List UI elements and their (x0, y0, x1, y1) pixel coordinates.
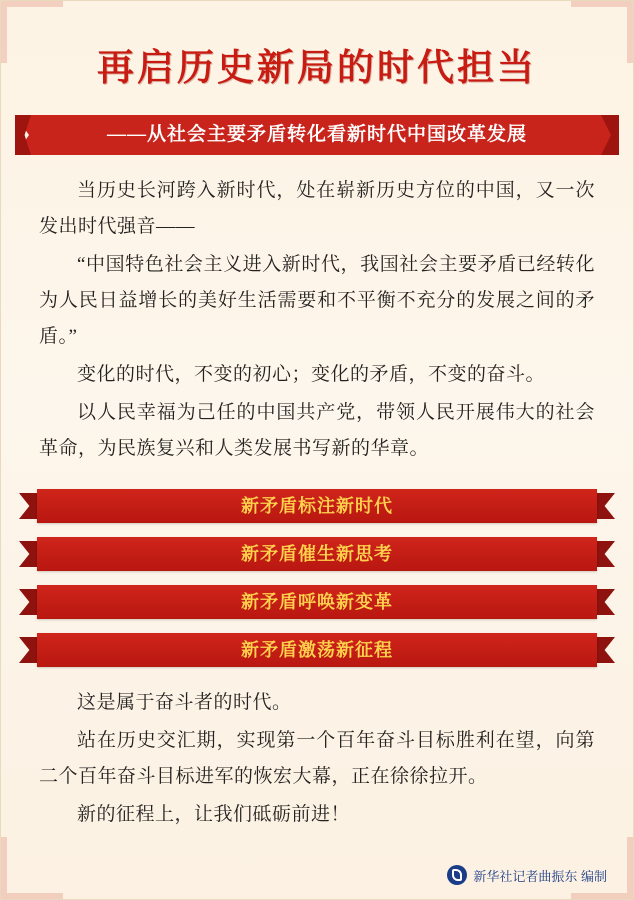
ribbon-banner-list (19, 489, 615, 667)
ribbon-label: 新矛盾呼唤新变革 (241, 592, 393, 612)
ribbon-banner (19, 537, 615, 571)
corner-decoration-bottom-left (1, 837, 63, 899)
body-text-bottom (39, 685, 595, 833)
paragraph: 这是属于奋斗者的时代。 (77, 692, 292, 713)
paragraph: 当历史长河跨入新时代，处在崭新历史方位的中国，又一次发出时代强音—— (39, 180, 595, 237)
paragraph: 站在历史交汇期，实现第一个百年奋斗目标胜利在望，向第二个百年奋斗目标进军的恢宏大幕，正在徐徐拉开。 (39, 730, 595, 787)
ribbon-banner (19, 585, 615, 619)
subtitle-text: ——从社会主要矛盾转化看新时代中国改革发展 (106, 124, 527, 145)
paragraph: 以人民幸福为己任的中国共产党，带领人民开展伟大的社会革命，为民族复兴和人类发展书写新的华章。 (39, 402, 595, 459)
ribbon-label: 新矛盾激荡新征程 (241, 640, 393, 660)
xinhua-logo-icon (447, 865, 467, 885)
page-title: 再启历史新局的时代担当 (97, 45, 537, 89)
ribbon-label: 新矛盾标注新时代 (241, 496, 393, 516)
ribbon-banner (19, 633, 615, 667)
body-text-top (39, 173, 595, 467)
credit-line (447, 865, 607, 885)
paragraph: 变化的时代，不变的初心；变化的矛盾，不变的奋斗。 (77, 364, 546, 385)
subtitle-banner (15, 115, 619, 155)
paragraph: “中国特色社会主义进入新时代，我国社会主要矛盾已经转化为人民日益增长的美好生活需要和不平衡不充分的发展之间的矛盾。” (39, 254, 595, 347)
credit-text: 新华社记者曲振东 编制 (473, 868, 607, 884)
ribbon-label: 新矛盾催生新思考 (241, 544, 393, 564)
paragraph: 新的征程上，让我们砥砺前进！ (77, 804, 351, 825)
ribbon-banner (19, 489, 615, 523)
